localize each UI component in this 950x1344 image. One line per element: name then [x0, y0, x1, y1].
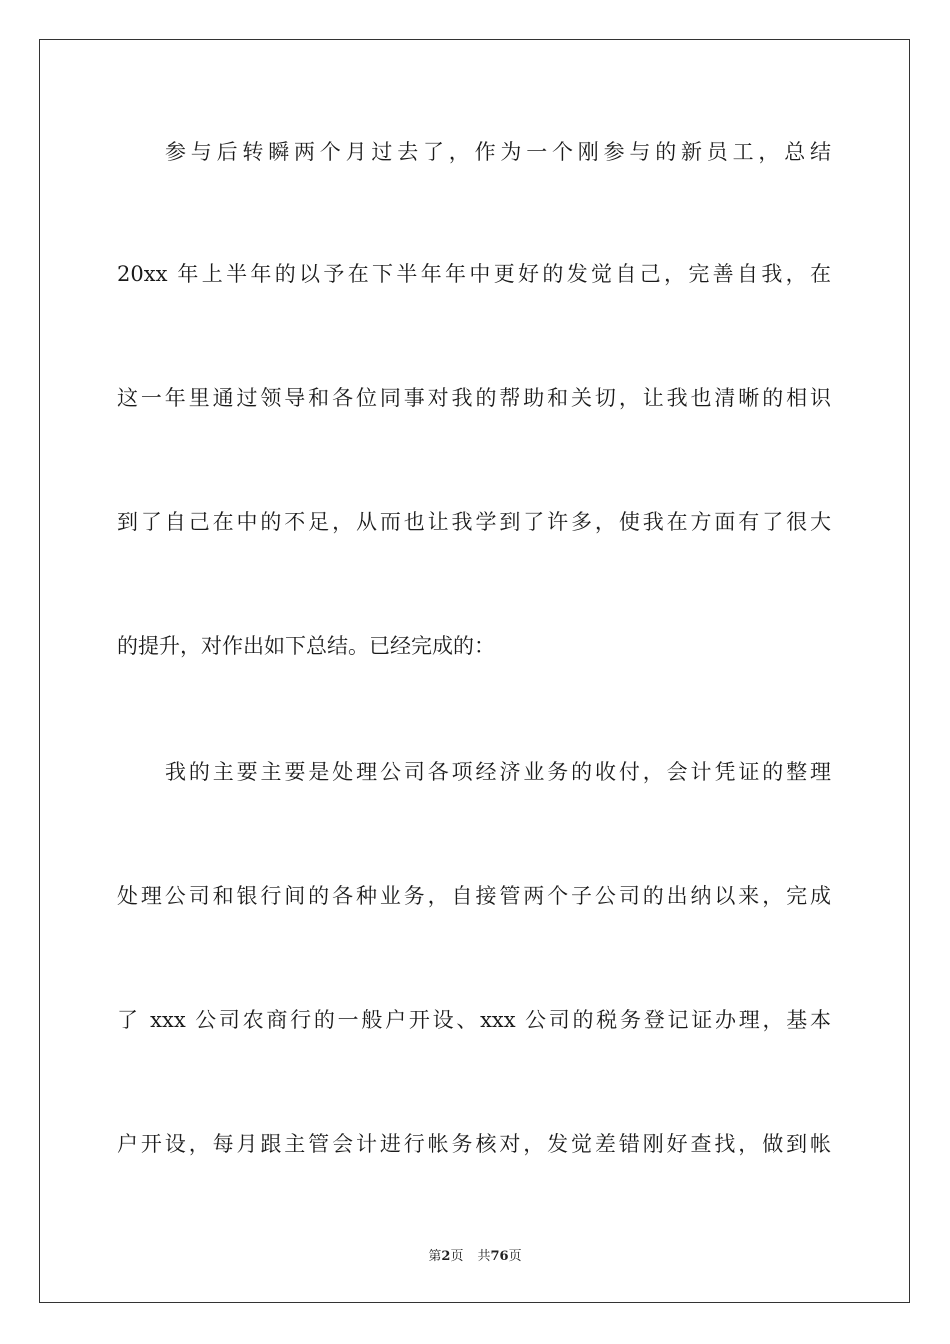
total-prefix: 共 [477, 1249, 491, 1264]
page-total: 76 [490, 1249, 509, 1264]
page-border [39, 39, 910, 1303]
page-suffix: 页 [450, 1249, 464, 1264]
page-current: 2 [441, 1249, 451, 1264]
paragraph-2-line-4: 户开设，每月跟主管会计进行帐务核对，发觉差错刚好查找，做到帐 [117, 1132, 831, 1156]
total-suffix: 页 [508, 1249, 522, 1264]
paragraph-1-line-1: 参与后转瞬两个月过去了，作为一个刚参与的新员工，总结 [165, 140, 831, 164]
paragraph-1-line-5: 的提升，对作出如下总结。已经完成的： [117, 634, 495, 658]
paragraph-2-line-3: 了 xxx 公司农商行的一般户开设、xxx 公司的税务登记证办理，基本 [117, 1008, 831, 1032]
paragraph-1-line-4: 到了自己在中的不足，从而也让我学到了许多，使我在方面有了很大 [117, 510, 831, 534]
page-footer [0, 1248, 950, 1266]
paragraph-1-line-2: 20xx 年上半年的以予在下半年年中更好的发觉自己，完善自我，在 [117, 262, 831, 286]
paragraph-2-line-1: 我的主要主要是处理公司各项经济业务的收付，会计凭证的整理 [165, 760, 831, 784]
paragraph-1-line-3: 这一年里通过领导和各位同事对我的帮助和关切，让我也清晰的相识 [117, 386, 831, 410]
page-prefix: 第 [428, 1249, 442, 1264]
paragraph-2-line-2: 处理公司和银行间的各种业务，自接管两个子公司的出纳以来，完成 [117, 884, 831, 908]
